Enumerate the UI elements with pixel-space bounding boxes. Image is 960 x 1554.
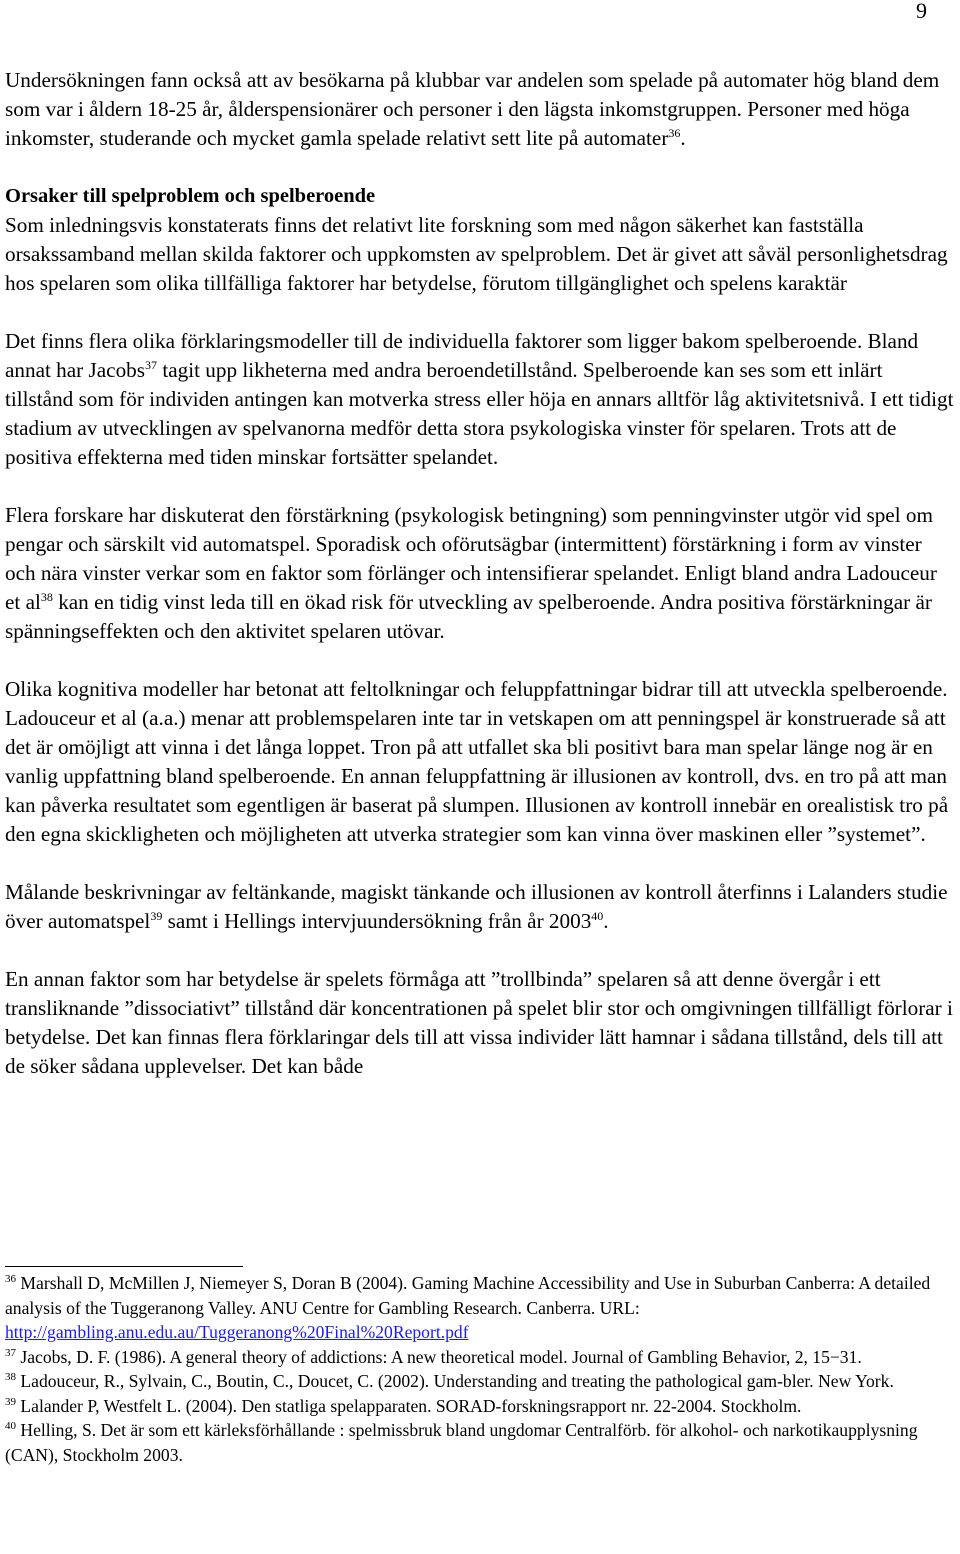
section-heading: Orsaker till spelproblem och spelberoende [5,185,376,207]
footnotes [5,1271,955,1467]
footnote-38: $^{38}$ Ladouceur, R., Sylvain, C., Boutin, C., Doucet, C. (2002). Understanding and treating the pathological gam-bler. New York. [5,1371,894,1391]
body-text [5,66,955,1081]
footnote-number: 36 [5,1273,16,1286]
footnote-number: 39 [5,1395,16,1408]
footnote-40: $^{40}$ Helling, S. Det är som ett kärleksförhållande : spelmissbruk bland ungdomar Centralförb. för alkohol- och narkotikaupplysning (CAN), Stockholm 2003. [5,1420,918,1465]
paragraph-4: Flera forskare har diskuterat den förstärkning (psykologisk betingning) som penningvinster utgör vid spel om pengar och särskilt vid automatspel. Sporadisk och oförutsägbar (intermittent) förstärkning i form av vinster och nära vinster verkar som en faktor som förlänger och intensifierar spelandet. Enligt bland andra Ladouceur et $al^{38}$ kan en tidig vinst leda till en ökad risk för utveckling av spelberoende. Andra positiva förstärkningar är spänningseffekten och den aktivitet spelaren utövar. [5,503,937,643]
footnote-37: $^{37}$ Jacobs, D. F. (1986). A general theory of addictions: A new theoretical model. Journal of Gambling Behavior, 2, 15−31. [5,1346,862,1367]
footnote-number: 38 [5,1371,16,1384]
page-number: 9 [916,0,927,23]
paragraph-6: Målande beskrivningar av feltänkande, magiskt tänkande och illusionen av kontroll återfinns i Lalanders studie över automatspel$^{39}$ samt i Hellings intervjuundersökning från år 2003$^{40}$. [5,880,948,933]
footnote-39: $^{39}$ Lalander P, Westfelt L. (2004). Den statliga spelapparaten. SORAD-forskningsrapport nr. 22-2004. Stockholm. [5,1395,802,1416]
footnote-number: 40 [5,1420,16,1433]
footnote-ref-37[interactable]: 37 [145,357,158,372]
footnote-ref-40[interactable]: 40 [591,908,604,923]
footnote-link[interactable]: http://gambling.anu.edu.au/Tuggeranong%20Final%20Report.pdf [5,1322,469,1342]
footnote-36: $^{36}$ Marshall D, McMillen J, Niemeyer S, Doran B (2004). Gaming Machine Accessibility and Use in Suburban Canberra: A detailed analysis of the Tuggeranong Valley. ANU Centre for Gambling Research. Canberra. URL: http://gambling.anu.edu.au/Tuggeranong%20Final%20Report.pdf [5,1273,931,1342]
footnote-number: 37 [5,1346,16,1359]
paragraph-1: Undersökningen fann också att av besökarna på klubbar var andelen som spelade på automater hög bland dem som var i åldern 18-25 år, ålderspensionärer och personer i den lägsta inkomstgruppen. Personer med höga inkomster, studerande och mycket gamla spelade relativt sett lite på automater$^{36}$. [5,68,940,150]
paragraph-7: En annan faktor som har betydelse är spelets förmåga att ”trollbinda” spelaren så att denne övergår i ett transliknande ”dissociativt” tillstånd där koncentrationen på spelet blir stor och omgivningen tillfälligt förlorar i betydelse. Det kan finnas flera förklaringar dels till att vissa individer lätt hamnar i sådana tillstånd, dels till att de söker sådana upplevelser. Det kan både [5,967,953,1078]
footnote-ref-38[interactable]: 38 [40,589,53,604]
paragraph-3: Det finns flera olika förklaringsmodeller till de individuella faktorer som ligger bakom spelberoende. Bland annat har Jacobs$^{37}$ tagit upp likheterna med andra beroendetillstånd. Spelberoende kan ses som ett inlärt tillstånd som för individen antingen kan motverka stress eller höja en annars alltför låg aktivitetsnivå. I ett tidigt stadium av utvecklingen av spelvanorna medför detta stora psykologiska vinster för spelaren. Trots att de positiva effekterna med tiden minskar fortsätter spelandet. [5,329,954,469]
paragraph-5: Olika kognitiva modeller har betonat att feltolkningar och feluppfattningar bidrar till att utveckla spelberoende. Ladouceur et al (a.a.) menar att problemspelaren inte tar in vetskapen om att penningspel är konstruerade så att det är omöjligt att vinna i det långa loppet. Tron på att utfallet ska bli positivt bara man spelar länge nog är en vanlig uppfattning bland spelberoende. En annan feluppfattning är illusionen av kontroll, dvs. en tro på att man kan påverka resultatet som egentligen är baserat på slumpen. Illusionen av kontroll innebär en orealistisk tro på den egna skickligheten och möjligheten att utverka strategier som kan vinna över maskinen eller ”systemet”. [5,677,949,846]
footnote-ref-39[interactable]: 39 [150,908,163,923]
footnote-ref-36[interactable]: 36 [668,125,681,140]
paragraph-2: Som inledningsvis konstaterats finns det relativt lite forskning som med någon säkerhet kan fastställa orsakssamband mellan skilda faktorer och uppkomsten av spelproblem. Det är givet att såväl personlighetsdrag hos spelaren som olika tillfälliga faktorer har betydelse, förutom tillgänglighet och spelens karaktär [5,213,948,295]
footnote-separator [5,1266,243,1267]
